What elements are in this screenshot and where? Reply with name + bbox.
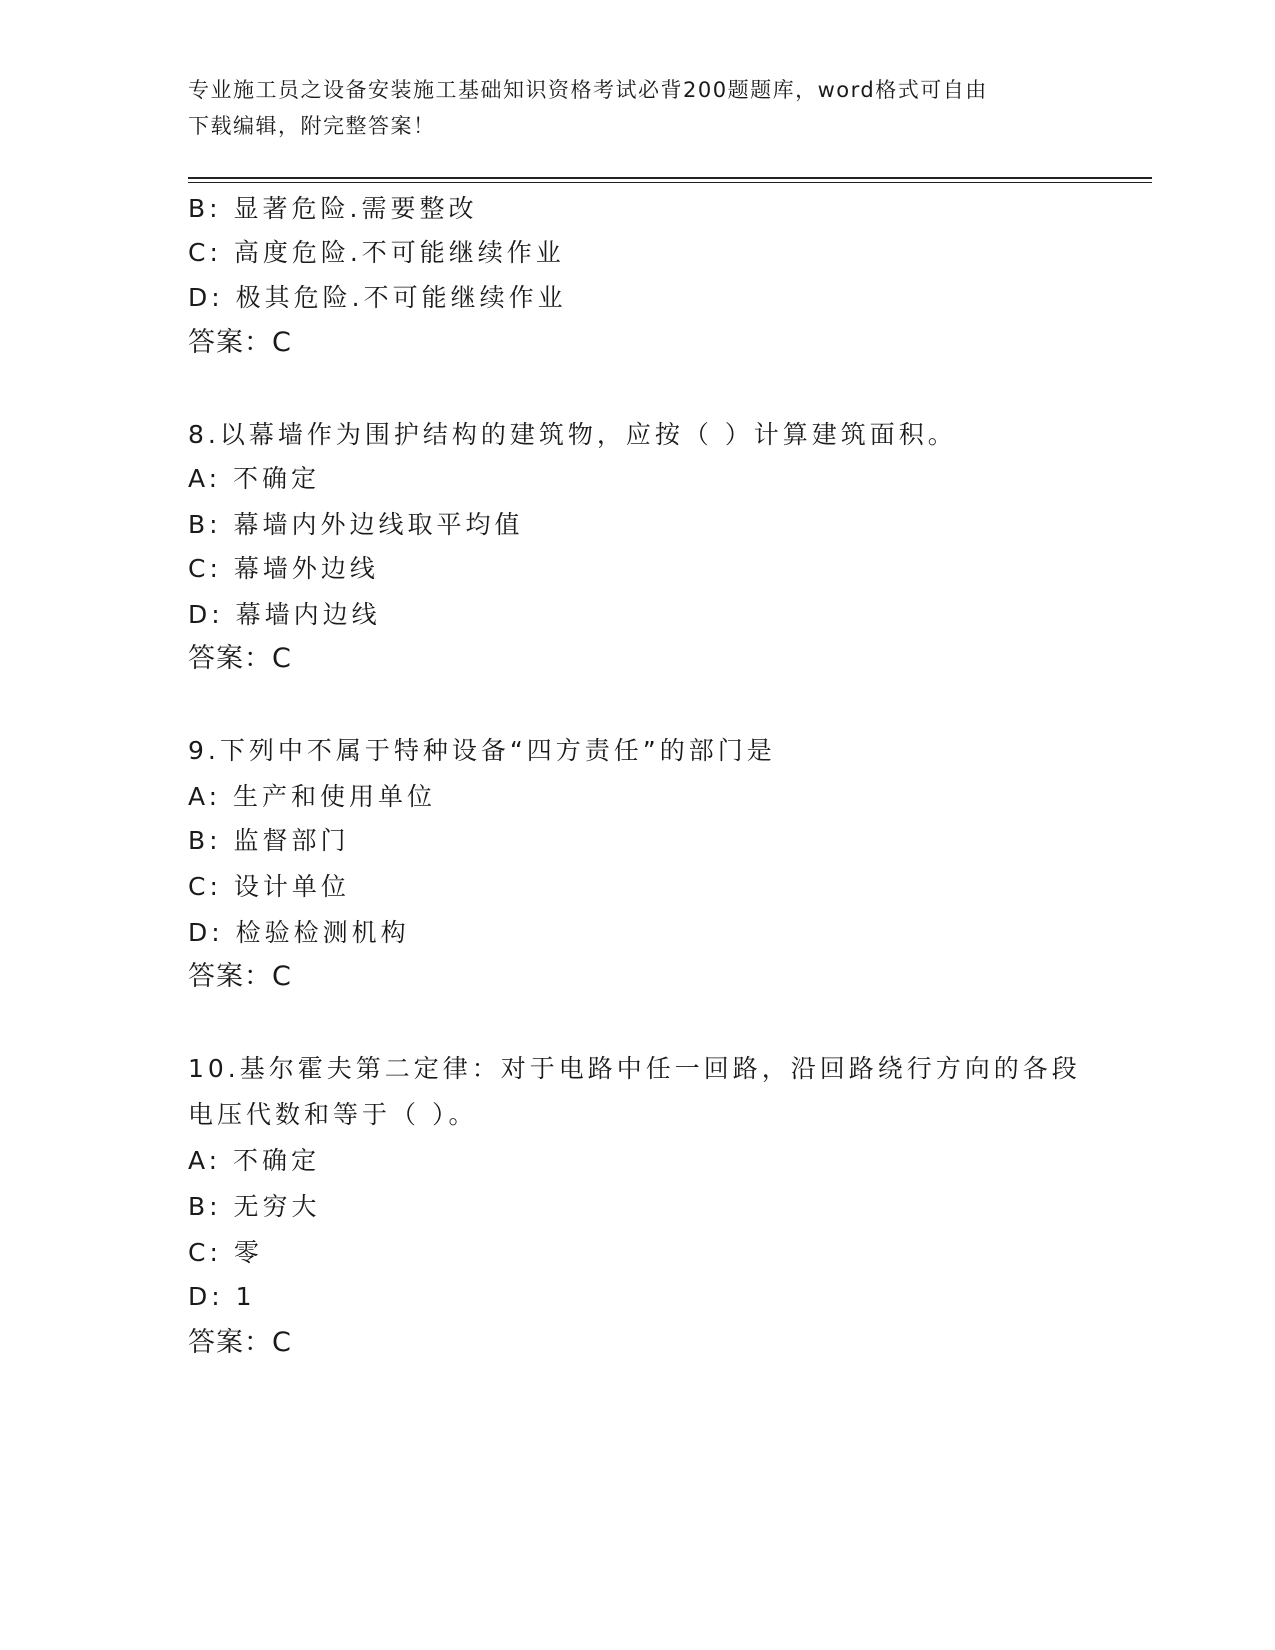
q9-answer: 答案：C xyxy=(188,961,292,992)
header-title-line-1: 专业施工员之设备安装施工基础知识资格考试必背200题题库，word格式可自由 xyxy=(188,78,988,102)
header-title-line-2: 下载编辑，附完整答案！ xyxy=(188,114,436,138)
q9-option-c: C: 设计单位 xyxy=(188,872,350,901)
header-divider-thin xyxy=(188,182,1152,183)
q10-stem-line-2: 电压代数和等于（ ）。 xyxy=(188,1100,478,1129)
q7-option-b: B: 显著危险.需要整改 xyxy=(188,194,478,223)
q8-option-c: C: 幕墙外边线 xyxy=(188,554,379,583)
q10-option-c: C: 零 xyxy=(188,1238,263,1267)
q7-option-c: C: 高度危险.不可能继续作业 xyxy=(188,238,565,267)
q8-option-d: D: 幕墙内边线 xyxy=(188,600,381,629)
q7-option-d: D: 极其危险.不可能继续作业 xyxy=(188,283,567,312)
q10-option-d: D: 1 xyxy=(188,1282,256,1311)
q9-option-b: B: 监督部门 xyxy=(188,826,350,855)
q8-stem: 8.以幕墙作为围护结构的建筑物，应按（ ）计算建筑面积。 xyxy=(188,420,957,449)
document-header xyxy=(188,72,1088,144)
q10-option-a: A: 不确定 xyxy=(188,1146,321,1175)
q9-option-d: D: 检验检测机构 xyxy=(188,918,410,947)
header-divider-thick xyxy=(188,177,1152,179)
q10-answer: 答案：C xyxy=(188,1327,292,1358)
q8-option-a: A: 不确定 xyxy=(188,464,321,493)
q9-option-a: A: 生产和使用单位 xyxy=(188,782,437,811)
q10-option-b: B: 无穷大 xyxy=(188,1192,321,1221)
q8-option-b: B: 幕墙内外边线取平均值 xyxy=(188,510,524,539)
q9-stem: 9.下列中不属于特种设备“四方责任”的部门是 xyxy=(188,736,776,765)
q10-stem-line-1: 10.基尔霍夫第二定律：对于电路中任一回路，沿回路绕行方向的各段 xyxy=(188,1054,1081,1083)
q8-answer: 答案：C xyxy=(188,643,292,674)
q7-answer: 答案：C xyxy=(188,327,292,358)
